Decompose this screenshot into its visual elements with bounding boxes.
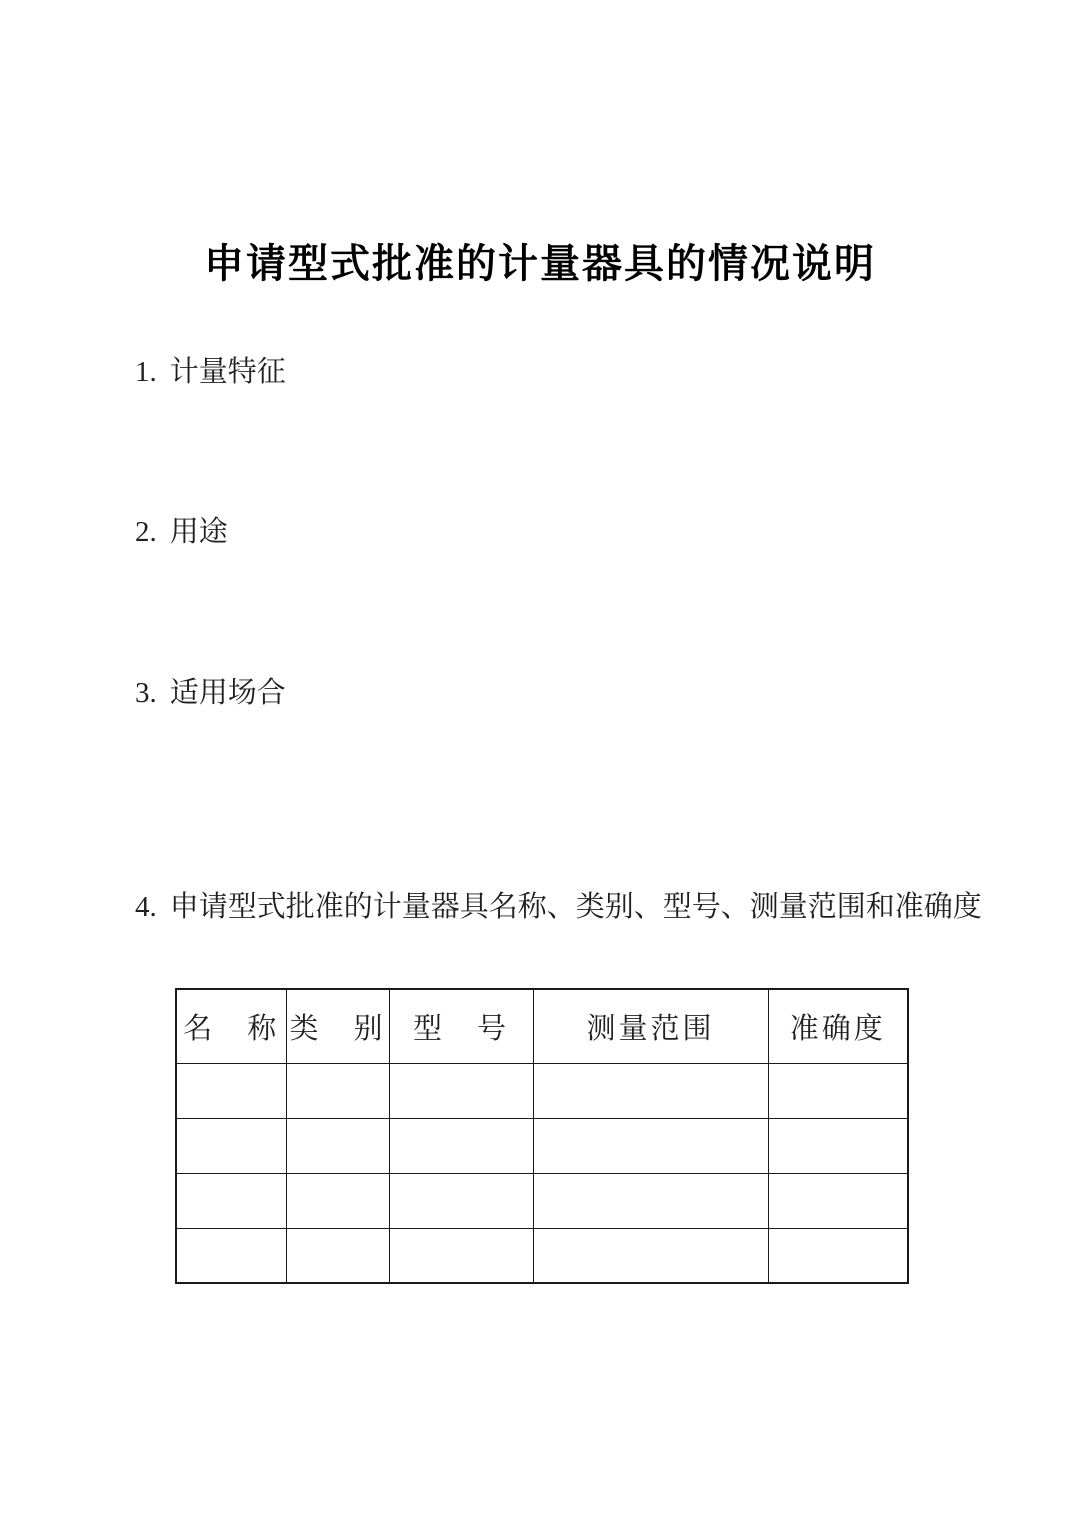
table-cell[interactable] (389, 1063, 533, 1118)
header-cell-measuring-range: 测量范围 (533, 989, 768, 1063)
table-header-row (176, 989, 908, 1063)
header-cell-name: 名 称 (176, 989, 286, 1063)
table-row (176, 1063, 908, 1118)
list-item-metrological-characteristics (135, 355, 286, 389)
table-cell[interactable] (176, 1228, 286, 1283)
table-cell[interactable] (533, 1173, 768, 1228)
table-cell[interactable] (389, 1118, 533, 1173)
list-item-label: 用途 (169, 516, 228, 548)
list-item-number: 4. (135, 891, 157, 923)
list-item-label: 适用场合 (169, 677, 286, 709)
table-cell[interactable] (768, 1173, 908, 1228)
table-row (176, 1173, 908, 1228)
table-cell[interactable] (286, 1063, 389, 1118)
table-cell[interactable] (768, 1063, 908, 1118)
table-cell[interactable] (768, 1118, 908, 1173)
table-cell[interactable] (533, 1118, 768, 1173)
list-item-number: 2. (135, 516, 157, 548)
table-cell[interactable] (176, 1173, 286, 1228)
document-title: 申请型式批准的计量器具的情况说明 (204, 241, 876, 287)
table-cell[interactable] (389, 1173, 533, 1228)
table-cell[interactable] (176, 1063, 286, 1118)
list-item-number: 1. (135, 356, 157, 388)
instruments-table (175, 988, 909, 1284)
header-cell-accuracy: 准确度 (768, 989, 908, 1063)
table-cell[interactable] (533, 1228, 768, 1283)
table-row (176, 1118, 908, 1173)
table-cell[interactable] (768, 1228, 908, 1283)
table-cell[interactable] (176, 1118, 286, 1173)
list-item-label: 计量特征 (169, 356, 286, 388)
header-cell-category: 类 别 (286, 989, 389, 1063)
list-item-instrument-details (135, 890, 982, 924)
list-item-applicable-occasions (135, 676, 286, 710)
list-item-number: 3. (135, 677, 157, 709)
table-cell[interactable] (286, 1118, 389, 1173)
header-cell-model: 型 号 (389, 989, 533, 1063)
table-cell[interactable] (533, 1063, 768, 1118)
table-cell[interactable] (389, 1228, 533, 1283)
table-cell[interactable] (286, 1228, 389, 1283)
table-row (176, 1228, 908, 1283)
list-item-label: 申请型式批准的计量器具名称、类别、型号、测量范围和准确度 (169, 891, 982, 923)
table-cell[interactable] (286, 1173, 389, 1228)
list-item-purpose (135, 515, 228, 549)
